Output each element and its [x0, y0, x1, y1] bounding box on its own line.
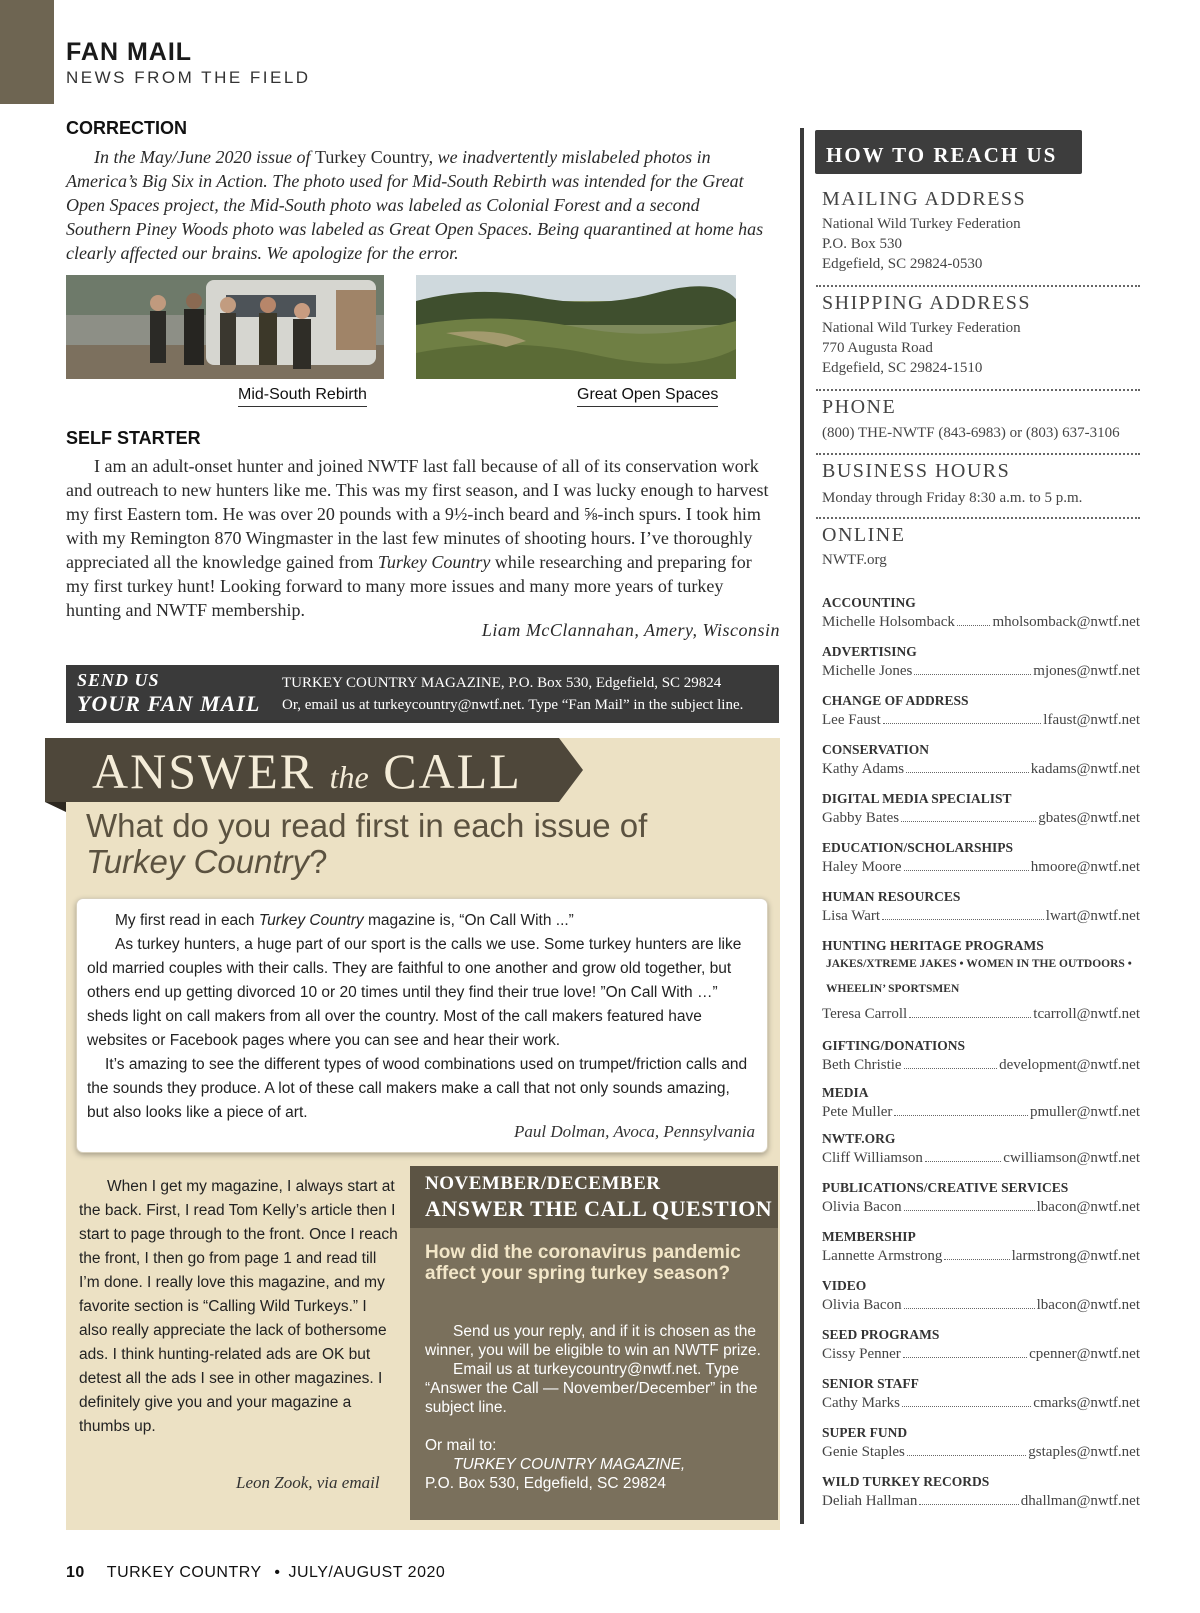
divider — [816, 285, 1140, 287]
next-question-text: How did the coronavirus pandemic affect your spring turkey season? — [425, 1242, 741, 1284]
contact-name: Pete Muller — [822, 1104, 893, 1120]
dot-leader — [957, 625, 991, 626]
mailing-address-heading: MAILING ADDRESS — [822, 188, 1027, 210]
department-heading: VIDEO — [822, 1278, 867, 1293]
shipping-address-line: National Wild Turkey Federation — [822, 320, 1021, 336]
dot-leader — [944, 1259, 1009, 1260]
department-heading: HUNTING HERITAGE PROGRAMS — [822, 938, 1044, 953]
featured-letter-card — [76, 898, 768, 1153]
dot-leader — [901, 821, 1036, 822]
contact-email-link[interactable]: gstaples@nwtf.net — [1028, 1444, 1140, 1460]
contact-email-link[interactable]: lfaust@nwtf.net — [1043, 712, 1140, 728]
department-contact-row — [822, 614, 1140, 631]
second-letter-signature: Leon Zook, via email — [236, 1473, 380, 1492]
contact-email-link[interactable]: hmoore@nwtf.net — [1030, 859, 1140, 875]
great-open-spaces-photo — [416, 275, 736, 379]
department-contact-row — [822, 810, 1140, 827]
department-heading: MEMBERSHIP — [822, 1229, 916, 1244]
shipping-address-line: 770 Augusta Road — [822, 340, 933, 356]
contact-name: Olivia Bacon — [822, 1297, 902, 1313]
dot-leader — [925, 1161, 1001, 1162]
contact-email-link[interactable]: tcarroll@nwtf.net — [1033, 1006, 1140, 1022]
answer-the-call-title: ANSWER the CALL — [92, 743, 522, 799]
fan-mail-address: TURKEY COUNTRY MAGAZINE, P.O. Box 530, Edgefield, SC 29824 — [282, 675, 722, 691]
contact-name: Lisa Wart — [822, 908, 881, 924]
contact-email-link[interactable]: lbacon@nwtf.net — [1036, 1297, 1140, 1313]
send-fan-mail-bar — [66, 665, 779, 723]
contact-email-link[interactable]: cwilliamson@nwtf.net — [1003, 1150, 1140, 1166]
department-heading: SEED PROGRAMS — [822, 1327, 940, 1342]
self-starter-heading: SELF STARTER — [66, 428, 201, 448]
contact-name: Michelle Holsomback — [822, 614, 955, 630]
dot-leader — [902, 1406, 1031, 1407]
department-heading: PUBLICATIONS/CREATIVE SERVICES — [822, 1180, 1069, 1195]
contact-email-link[interactable]: lbacon@nwtf.net — [1036, 1199, 1140, 1215]
dot-leader — [909, 1017, 1031, 1018]
contact-email-link[interactable]: larmstrong@nwtf.net — [1011, 1248, 1140, 1264]
shipping-address-heading: SHIPPING ADDRESS — [822, 292, 1032, 314]
contact-name: Michelle Jones — [822, 663, 913, 679]
contact-name: Lee Faust — [822, 712, 881, 728]
contact-name: Teresa Carroll — [822, 1006, 908, 1022]
hunting-heritage-subprograms: JAKES/XTREME JAKES • WOMEN IN THE OUTDOORS • — [826, 958, 1132, 970]
department-contact-row — [822, 1057, 1140, 1074]
correction-heading: CORRECTION — [66, 118, 187, 138]
contact-email-link[interactable]: cpenner@nwtf.net — [1029, 1346, 1140, 1362]
divider — [816, 517, 1140, 519]
department-heading: MEDIA — [822, 1085, 869, 1100]
how-to-reach-us-heading: HOW TO REACH US — [815, 130, 1082, 174]
your-fan-mail-label: YOUR FAN MAIL — [77, 691, 261, 716]
dot-leader — [904, 1308, 1035, 1309]
contact-email-link[interactable]: cmarks@nwtf.net — [1033, 1395, 1140, 1411]
mailing-address-line: Edgefield, SC 29824-0530 — [822, 256, 983, 272]
issue-date: JULY/AUGUST 2020 — [288, 1564, 446, 1581]
dot-leader — [903, 1357, 1027, 1358]
department-heading: CONSERVATION — [822, 742, 930, 757]
department-heading: ACCOUNTING — [822, 595, 916, 610]
department-heading: SUPER FUND — [822, 1425, 908, 1440]
dot-leader — [919, 1504, 1018, 1505]
contact-name: Deliah Hallman — [822, 1493, 918, 1509]
department-heading: SENIOR STAFF — [822, 1376, 919, 1391]
dot-leader — [907, 1455, 1026, 1456]
department-contact-row — [822, 663, 1140, 680]
send-us-label: SEND US — [77, 670, 160, 690]
business-hours-text: Monday through Friday 8:30 a.m. to 5 p.m. — [822, 490, 1083, 506]
section-tab — [0, 0, 54, 104]
correction-text: In the May/June 2020 issue of Turkey Country, we inadvertently mislabeled photos in America’s Big Six in Action. The photo used for Mid-South Rebirth was intended for the Great Open Spaces project, the Mid-South photo was labeled as Colonial Forest and a second Southern Piney Woods photo was labeled as Great Open Spaces. Being quarantined at home has clearly affected our brains. We apologize for the error. — [66, 147, 764, 263]
department-heading: GIFTING/DONATIONS — [822, 1038, 966, 1053]
hunting-heritage-subprograms: WHEELIN’ SPORTSMEN — [826, 983, 960, 995]
banner-arrow — [559, 738, 583, 802]
dot-leader — [882, 919, 1044, 920]
department-contact-row — [822, 1297, 1140, 1314]
dot-leader — [904, 1068, 998, 1069]
featured-letter-body: My first read in each Turkey Country magazine is, “On Call With ...” As turkey hunters, a huge part of our sport is the calls we use. Some turkey hunters are like old married couples with their calls. They are faithful to one another and grow old together, but others end up getting divorced 10 or 20 times until they find their true love! ”On Call With …” sheds light on call makers from all over the country. Most of the call makers featured have websites or Facebook pages where you can see and hear their work. It’s amazing to see the different types of wood combinations used on trumpet/friction calls and the sounds they produce. A lot of these call makers make a call that not only sounds amazing, but also looks like a piece of art. — [87, 912, 748, 1121]
contact-email-link[interactable]: development@nwtf.net — [999, 1057, 1140, 1073]
self-starter-letter: I am an adult-onset hunter and joined NWTF last fall because of all of its conservation work and outreach to new hunters like me. This was my first season, and I was lucky enough to harvest my first Eastern tom. He was over 20 pounds with a 9½-inch beard and ⅝-inch spurs. I took him with my Remington 870 Wingmaster in the last few minutes of shooting hours. I’ve thoroughly appreciated all the knowledge gained from Turkey Country while researching and preparing for my first turkey hunt! Looking forward to many more issues and many more years of turkey hunting and NWTF membership. — [66, 456, 769, 620]
page-number: 10 — [66, 1564, 85, 1581]
contact-name: Cissy Penner — [822, 1346, 901, 1362]
contact-email-link[interactable]: gbates@nwtf.net — [1038, 810, 1140, 826]
photo-caption-right: Great Open Spaces — [577, 386, 718, 407]
contact-name: Genie Staples — [822, 1444, 905, 1460]
department-heading: HUMAN RESOURCES — [822, 889, 961, 904]
mailing-address-line: National Wild Turkey Federation — [822, 216, 1021, 232]
dot-leader — [883, 723, 1042, 724]
self-starter-signature: Liam McClannahan, Amery, Wisconsin — [481, 620, 780, 640]
website-link[interactable]: NWTF.org — [822, 552, 887, 568]
online-heading: ONLINE — [822, 524, 906, 546]
contact-name: Beth Christie — [822, 1057, 902, 1073]
next-question-header — [410, 1166, 778, 1228]
phone-heading: PHONE — [822, 396, 897, 418]
contact-name: Olivia Bacon — [822, 1199, 902, 1215]
department-contact-row — [822, 1104, 1140, 1121]
contact-email-link[interactable]: mholsomback@nwtf.net — [992, 614, 1140, 630]
department-contact-row — [822, 761, 1140, 778]
contact-email-link[interactable]: kadams@nwtf.net — [1030, 761, 1140, 777]
department-heading: WILD TURKEY RECORDS — [822, 1474, 990, 1489]
department-contact-row — [822, 1248, 1140, 1265]
sidebar-divider — [800, 128, 804, 1524]
department-contact-row — [822, 712, 1140, 729]
department-heading: NWTF.ORG — [822, 1131, 896, 1146]
phone-number: (800) THE-NWTF (843-6983) or (803) 637-3106 — [822, 425, 1120, 441]
contact-name: Cathy Marks — [822, 1395, 900, 1411]
business-hours-heading: BUSINESS HOURS — [822, 460, 1011, 482]
department-contact-row — [822, 1395, 1140, 1412]
contact-email-link[interactable]: lwart@nwtf.net — [1045, 908, 1140, 924]
mid-south-rebirth-photo — [66, 275, 384, 379]
contact-name: Cliff Williamson — [822, 1150, 923, 1166]
department-contact-row — [822, 1006, 1140, 1023]
next-question-instructions: Send us your reply, and if it is chosen as the winner, you will be eligible to win an NWTF prize. Email us at turkeycountry@nwtf.net. Type “Answer the Call — November/December” in the subject line. Or mail to: TURKEY COUNTRY MAGAZINE, P.O. Box 530, Edgefield, SC 29824 — [425, 1323, 761, 1492]
dot-leader — [894, 1115, 1028, 1116]
fan-mail-email-line: Or, email us at turkeycountry@nwtf.net. Type “Fan Mail” in the subject line. — [282, 697, 744, 713]
department-contact-row — [822, 1493, 1140, 1510]
department-contact-row — [822, 1150, 1140, 1167]
contact-name: Gabby Bates — [822, 810, 900, 826]
department-heading: EDUCATION/SCHOLARSHIPS — [822, 840, 1014, 855]
second-letter-body: When I get my magazine, I always start at the back. First, I read Tom Kelly’s article then I start to page through to the front. Once I reach the front, I then go from page 1 and read till I’m done. I really love this magazine, and my favorite section is “Calling Wild Turkeys.” I also really appreciate the lack of bothersome ads. I think hunting-related ads are OK but detest all the ads I see in other magazines. I definitely give you and your magazine a thumbs up. — [79, 1178, 398, 1435]
dot-leader — [906, 772, 1029, 773]
mailing-address-line: P.O. Box 530 — [822, 236, 903, 252]
shipping-address-line: Edgefield, SC 29824-1510 — [822, 360, 983, 376]
divider — [816, 389, 1140, 391]
next-question-issue: NOVEMBER/DECEMBER — [425, 1173, 661, 1194]
department-heading: DIGITAL MEDIA SPECIALIST — [822, 791, 1012, 806]
divider — [816, 453, 1140, 455]
dot-leader — [904, 870, 1029, 871]
department-heading: CHANGE OF ADDRESS — [822, 693, 969, 708]
next-question-title: ANSWER THE CALL QUESTION — [425, 1196, 773, 1221]
section-subtitle: NEWS FROM THE FIELD — [66, 68, 311, 87]
answer-the-call-question: What do you read first in each issue of Turkey Country? — [86, 807, 648, 880]
banner-fold — [45, 802, 66, 812]
department-contact-row — [822, 1444, 1140, 1461]
section-title: FAN MAIL — [66, 38, 193, 66]
dot-leader — [904, 1210, 1035, 1211]
department-heading: ADVERTISING — [822, 644, 917, 659]
contact-name: Lannette Armstrong — [822, 1248, 943, 1264]
contact-email-link[interactable]: mjones@nwtf.net — [1033, 663, 1140, 679]
dot-leader — [914, 674, 1031, 675]
publication-name: TURKEY COUNTRY — [106, 1564, 262, 1581]
department-contact-row — [822, 859, 1140, 876]
contact-email-link[interactable]: dhallman@nwtf.net — [1020, 1493, 1140, 1509]
contact-name: Haley Moore — [822, 859, 902, 875]
department-contact-row — [822, 1199, 1140, 1216]
footer-bullet: • — [274, 1564, 281, 1581]
featured-letter-signature: Paul Dolman, Avoca, Pennsylvania — [514, 1122, 755, 1141]
contact-email-link[interactable]: pmuller@nwtf.net — [1029, 1104, 1140, 1120]
contact-name: Kathy Adams — [822, 761, 905, 777]
department-contact-row — [822, 1346, 1140, 1363]
photo-caption-left: Mid-South Rebirth — [238, 386, 367, 407]
department-contact-row — [822, 908, 1140, 925]
page-footer — [66, 1564, 445, 1582]
